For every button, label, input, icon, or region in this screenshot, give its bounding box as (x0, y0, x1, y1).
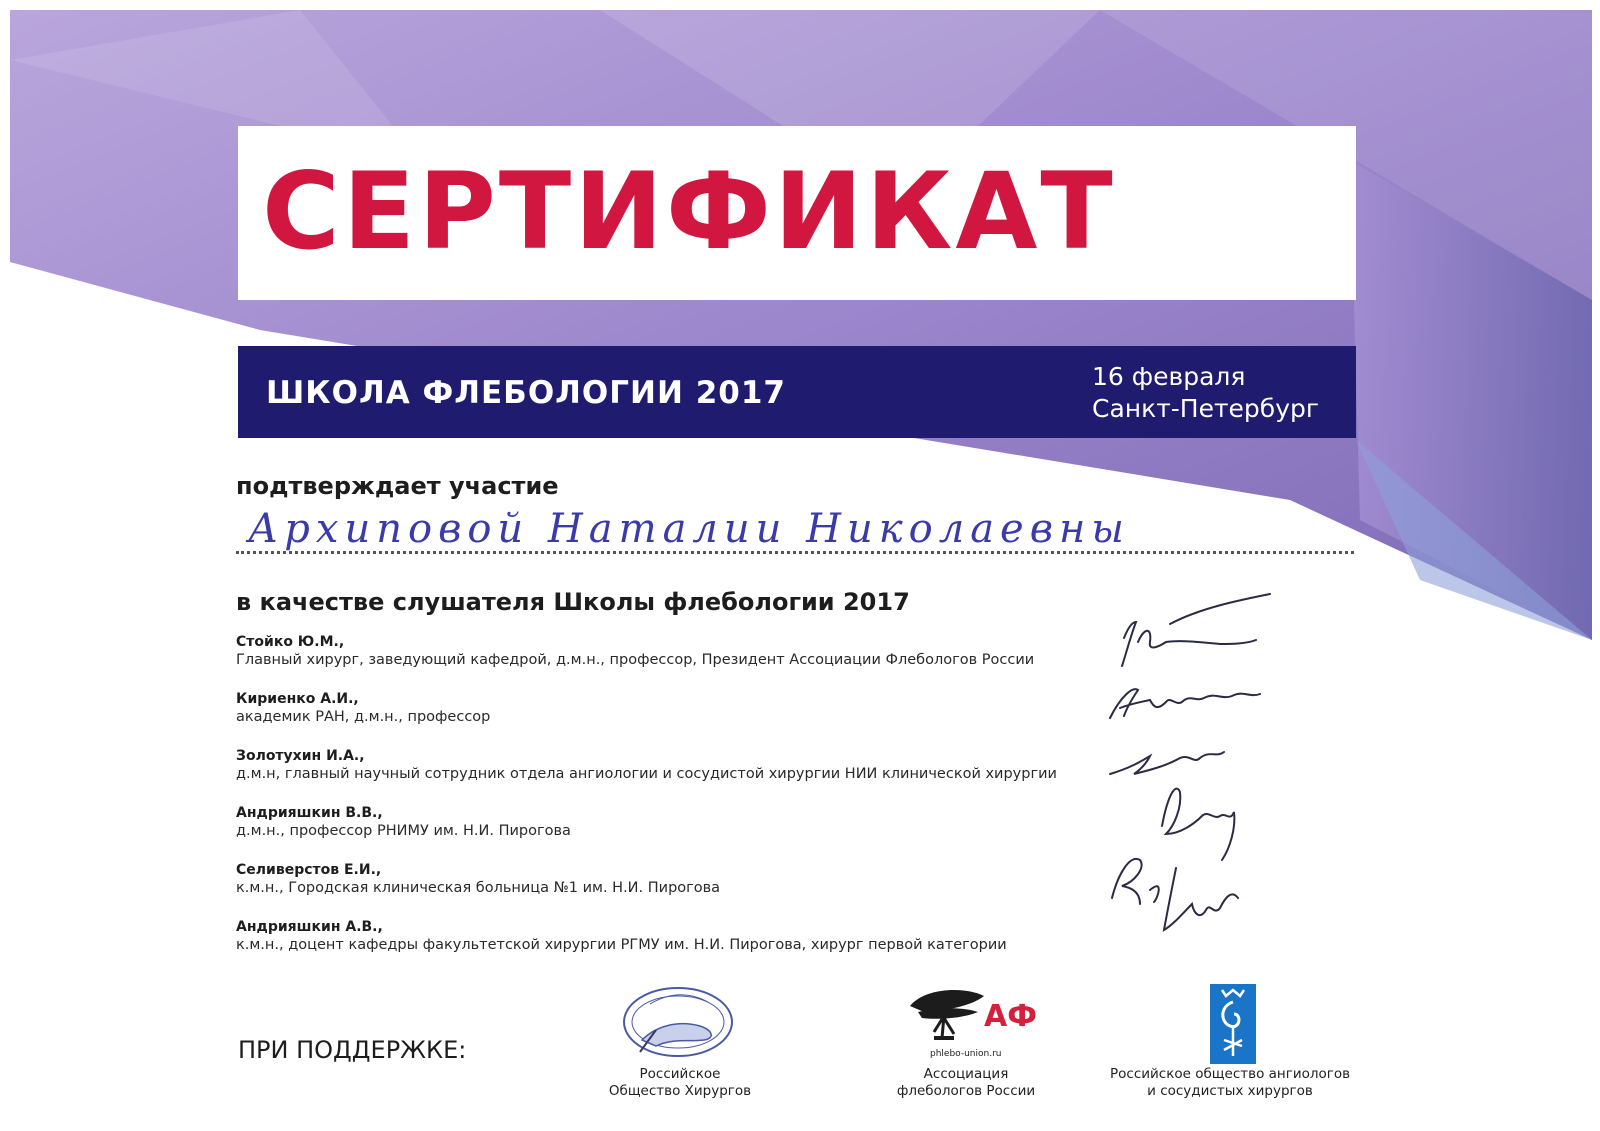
signer-entry (236, 861, 1096, 918)
angiology-emblem-icon (1208, 984, 1258, 1064)
signature-5 (1112, 859, 1159, 904)
signer-title: д.м.н., профессор РНИМУ им. Н.И. Пирогова (236, 823, 571, 839)
signer-name: Кириенко А.И., (236, 691, 359, 707)
org-surgeons-name: Российское Общество Хирургов (608, 1066, 752, 1099)
signer-title: к.м.н., Городская клиническая больница №1 им. Н.И. Пирогова (236, 880, 721, 896)
signer-name: Золотухин И.А., (236, 748, 365, 764)
signature-1 (1122, 594, 1270, 666)
signer-title: Главный хирург, заведующий кафедрой, д.м.н., профессор, Президент Ассоциации Флебологов России (236, 652, 1035, 668)
signature-4 (1162, 789, 1234, 860)
signer-name: Селиверстов Е.И., (236, 862, 382, 878)
signature-6 (1164, 868, 1238, 930)
signature-2 (1110, 689, 1260, 718)
event-date: 16 февраля (1092, 362, 1246, 391)
name-dotted-line (236, 551, 1354, 554)
signer-entry (236, 633, 1096, 690)
participant-name: Архиповой Наталии Николаевны (248, 506, 1130, 552)
logo-ad-letters: АФ (984, 999, 1037, 1034)
signer-name: Андрияшкин В.В., (236, 805, 383, 821)
confirm-text: подтверждает участие (236, 472, 559, 500)
signer-name: Андрияшкин А.В., (236, 919, 383, 935)
signer-title: д.м.н, главный научный сотрудник отдела ангиологии и сосудистой хирургии НИИ клинической хирургии (236, 766, 1057, 782)
signer-entry (236, 690, 1096, 747)
signer-title: к.м.н., доцент кафедры факультетской хирургии РГМУ им. Н.И. Пирогова, хирург первой категории (236, 937, 1007, 953)
event-city: Санкт-Петербург (1092, 394, 1320, 423)
signer-entry (236, 918, 1096, 975)
signer-name: Стойко Ю.М., (236, 634, 345, 650)
role-text: в качестве слушателя Школы флебологии 2017 (236, 588, 910, 616)
school-name: ШКОЛА ФЛЕБОЛОГИИ 2017 (266, 375, 786, 411)
tree-ad-icon (904, 982, 1037, 1062)
signature-3 (1110, 752, 1224, 774)
logo-url: phlebo-union.ru (930, 1049, 1002, 1059)
org-angiologists-name: Российское общество ангиологов и сосудистых хирургов (1110, 1066, 1351, 1099)
signatures-group (1110, 598, 1330, 958)
hand-scalpel-icon (620, 982, 736, 1062)
support-label: ПРИ ПОДДЕРЖКЕ: (238, 1036, 467, 1064)
signer-entry (236, 804, 1096, 861)
signer-title: академик РАН, д.м.н., профессор (236, 709, 491, 725)
signers-list (236, 633, 1096, 975)
certificate-title: СЕРТИФИКАТ (262, 150, 1116, 273)
org-phlebologists-name: Ассоциация флебологов России (896, 1066, 1036, 1099)
signer-entry (236, 747, 1096, 804)
